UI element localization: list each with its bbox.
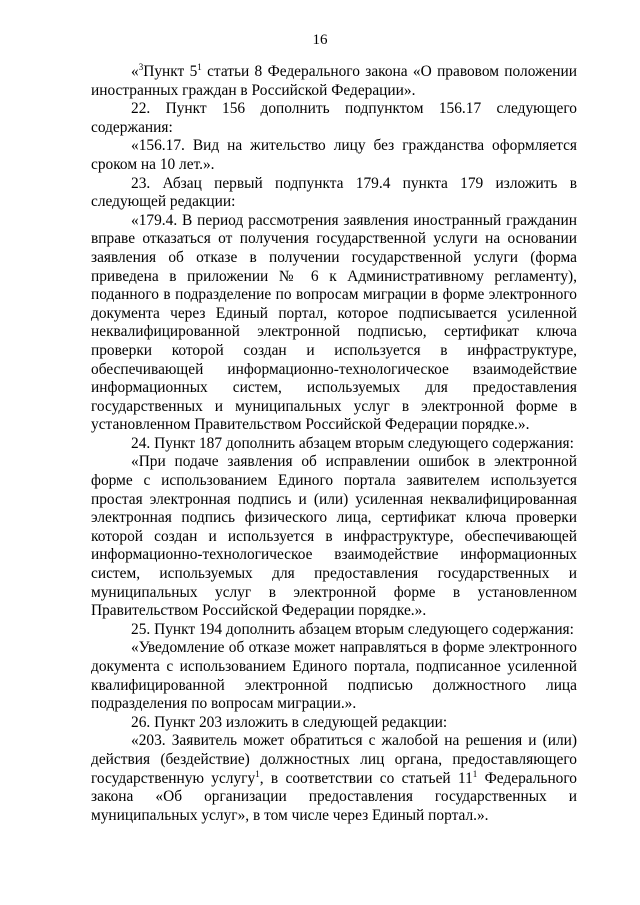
paragraph-text: статьи 8 Федерального закона «О правовом положении иностранных граждан в Российской Федерации».: [91, 63, 577, 99]
paragraph-item-22: 22. Пункт 156 дополнить подпунктом 156.17 следующего содержания:: [91, 100, 577, 136]
superscript: 1: [472, 768, 478, 779]
paragraph-text: , в соответствии со статьей 11: [259, 769, 473, 787]
paragraph-text: «203. Заявитель может обратиться с жалобой на решения и (или) действия (бездействие) должностных лиц органа, предоставляющего государственную услугу: [91, 732, 577, 787]
page-number: 16: [312, 32, 328, 48]
paragraph-quote-203: [91, 732, 577, 825]
document-body: [91, 63, 577, 825]
paragraph-text: Федерального закона «Об организации предоставления государственных и муниципальных услуг», в том числе через Единый портал.».: [91, 769, 577, 824]
paragraph-text: Пункт 5: [143, 63, 198, 80]
paragraph-item-26: 26. Пункт 203 изложить в следующей редакции:: [131, 713, 448, 731]
paragraph-item-23: 23. Абзац первый подпункта 179.4 пункта 179 изложить в следующей редакции:: [91, 174, 577, 211]
superscript: 1: [197, 62, 202, 72]
paragraph-quote-194: «Уведомление об отказе может направляться в форме электронного документа с использованием Единого портала, подписанное усиленной квалифицированной электронной подписью должностного лица подразделения по вопросам миграции.».: [91, 639, 577, 713]
paragraph-quote-187: «При подаче заявления об исправлении ошибок в электронной форме с использованием Единого портала заявителем используется простая электронная подпись и (или) усиленная неквалифицированная электронная подпись физического лица, сертификат ключа проверки которой создан и используется в инфраструктуре, обеспечивающей информационно-технологическое взаимодействие информационных систем, используемых для предоставления государственных и муниципальных услуг в электронной форме в установленном Правительством Российской Федерации порядке.».: [91, 453, 577, 620]
paragraph-item-24: 24. Пункт 187 дополнить абзацем вторым следующего содержания:: [131, 434, 574, 452]
paragraph-quote-footnote: [91, 63, 577, 100]
paragraph-quote-156-17: «156.17. Вид на жительство лицу без гражданства оформляется сроком на 10 лет.».: [91, 137, 577, 173]
paragraph-item-25: 25. Пункт 194 дополнить абзацем вторым следующего содержания:: [131, 620, 574, 638]
superscript: 1: [255, 768, 260, 779]
paragraph-quote-179-4: «179.4. В период рассмотрения заявления иностранный гражданин вправе отказаться от получения государственной услуги на основании заявления об отказе в получении государственной услуги (форма приведена в приложении № 6 к Административному регламенту), поданного в подразделение по вопросам миграции в форме электронного документа через Единый портал, которое подписывается усиленной неквалифицированной электронной подписью, сертификат ключа проверки которой создан и используется в инфраструктуре, обеспечивающей информационно-технологическое взаимодействие информационных систем, используемых для предоставления государственных и муниципальных услуг в электронной форме в установленном Правительством Российской Федерации порядке.».: [91, 211, 577, 434]
paragraph-text: «: [131, 63, 139, 80]
superscript: 3: [138, 62, 144, 72]
